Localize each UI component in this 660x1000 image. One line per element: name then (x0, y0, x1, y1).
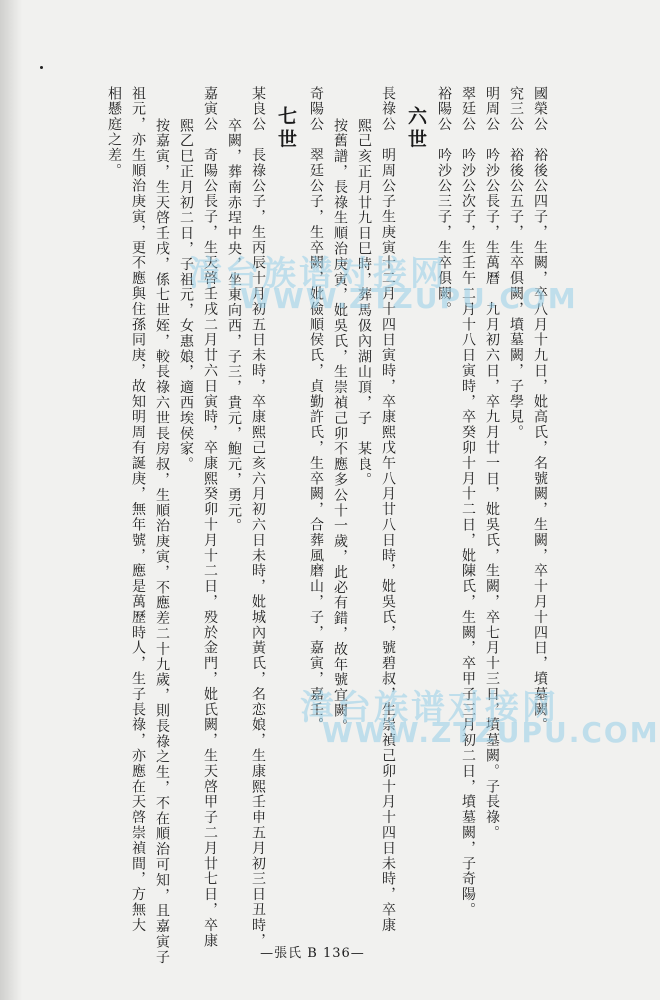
genealogy-column: 究三公 裕後公五子，生卒俱闕，墳墓闕，子學見。 (508, 86, 524, 441)
genealogy-column: 奇陽公 翠廷公子，生卒闕，妣儉順侯氏，貞勤許氏，生卒闕，合葬風磨山，子，嘉寅，嘉壬。 (308, 86, 324, 733)
watermark-url: WWW.ZTZUPU.COM (240, 282, 578, 315)
page-edge-shadow (0, 0, 22, 1000)
genealogy-column: 翠廷公 吟沙公次子，生壬午二月十八日寅時，卒癸卯十月十二日，妣陳氏，生闕，卒甲子三月初二日，墳墓闕，子奇陽。 (460, 86, 476, 918)
genealogy-note: 按舊譜，長祿生順治庚寅，妣吳氏，生崇禎己卯不應多公十一歲，此必有錯，故年號宜闕。 (332, 118, 348, 734)
generation-heading: 七世 (275, 106, 297, 152)
ink-speck (40, 66, 43, 69)
genealogy-column: 某良公 長祿公子，生丙辰十月初五日未時，卒康熙己亥六月初六日未時，妣城內黃氏，名恋娘，生康熙壬申五月初三日丑時， (250, 86, 266, 949)
genealogy-column: 國榮公 裕後公四子，生闕，卒八月十九日，妣高氏，名號闕，生闕，卒十月十四日，墳墓闕。 (532, 86, 548, 733)
genealogy-column: 卒闕，葬南赤埕中央，坐東向西，子三，貴元，鮑元，勇元。 (226, 118, 242, 534)
watermark-text: 漳台族谱对接网 (300, 688, 559, 728)
genealogy-column: 裕陽公 吟沙公三子，生卒俱闕。 (436, 86, 452, 317)
genealogy-column: 熙己亥正月廿九日巳時，葬馬伋內湖山頂，子 某良。 (356, 118, 372, 488)
watermark-url: WWW.ZTZUPU.COM (322, 716, 660, 749)
genealogy-note: 按嘉寅，生天啓壬戌，係七世姪，較長祿六世長房叔，生順治庚寅，不應差二十九歲，則長祿之生，不在順治可知，且嘉寅子 (154, 118, 170, 965)
genealogy-column: 熙乙巳正月初二日，子祖元，女惠娘，適西埃侯家。 (178, 118, 194, 473)
genealogy-note: 祖元，亦生順治庚寅，更不應與住孫同庚，故知明周有誕庚，無年號，應是萬歷時人，生子長祿，亦應在天啓崇禎間，方無大 (130, 86, 146, 933)
watermark-text: 漳台族谱对接网 (188, 254, 447, 294)
genealogy-column: 長祿公 明周公子生庚寅十二月十四日寅時，卒康熙戊午八月廿八日時，妣吳氏，號碧叔，生崇禎己卯十月十四日未時，卒康 (380, 86, 396, 933)
genealogy-note: 相懸庭之差。 (106, 86, 122, 179)
genealogy-column: 明周公 吟沙公長子，生萬曆 九月初六日，卒九月廿一日，妣吳氏，生闕，卒七月十三日，墳墓闕。子長祿。 (484, 86, 500, 841)
page-number-footer: —張氏 B 136— (260, 946, 365, 961)
genealogy-column: 嘉寅公 奇陽公長子，生天啓壬戌二月廿六日寅時，卒康熙癸卯十月十二日，殁於金門，妣氏闕，生天啓甲子二月廿七日，卒康 (202, 86, 218, 949)
generation-heading: 六世 (405, 106, 427, 152)
